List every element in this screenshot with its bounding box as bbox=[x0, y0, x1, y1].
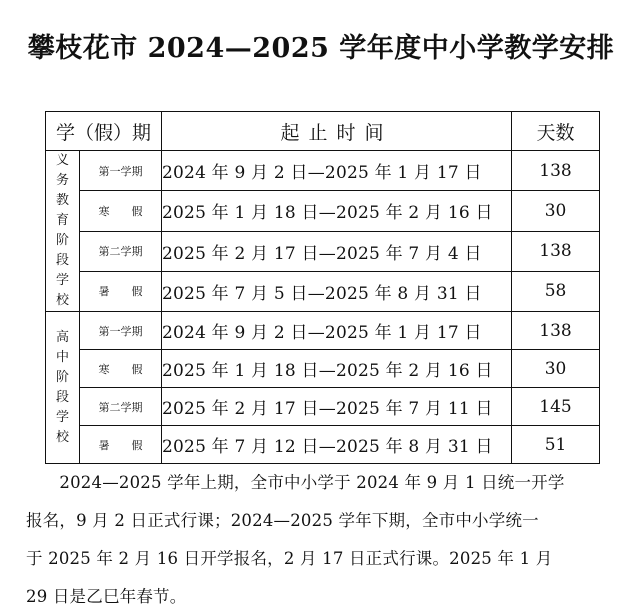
schedule-table bbox=[45, 111, 600, 464]
table-row bbox=[46, 271, 600, 311]
days-cell: 58 bbox=[512, 271, 600, 311]
paragraph-line: 报名，9 月 2 日正式行课；2024—2025 学年下期，全市中小学统一 bbox=[26, 511, 539, 530]
table-row bbox=[46, 151, 600, 191]
stage-high-school bbox=[46, 312, 80, 464]
paragraph-line: 于 2025 年 2 月 16 日开学报名，2 月 17 日正式行课。2025 年 1 月 bbox=[26, 549, 553, 568]
table-header-row bbox=[46, 112, 600, 151]
term-cell: 暑 假 bbox=[80, 271, 162, 311]
range-cell: 2025 年 2 月 17 日—2025 年 7 月 11 日 bbox=[162, 388, 512, 426]
table-row bbox=[46, 231, 600, 271]
header-range: 起止时间 bbox=[162, 112, 512, 151]
stage-label: 高中阶段学校 bbox=[55, 329, 69, 445]
range-cell: 2025 年 7 月 12 日—2025 年 8 月 31 日 bbox=[162, 426, 512, 464]
header-term: 学（假）期 bbox=[46, 112, 162, 151]
header-days: 天数 bbox=[512, 112, 600, 151]
table-row bbox=[46, 191, 600, 231]
range-cell: 2024 年 9 月 2 日—2025 年 1 月 17 日 bbox=[162, 312, 512, 350]
paragraph-line: 2024—2025 学年上期，全市中小学于 2024 年 9 月 1 日统一开学 bbox=[26, 473, 565, 492]
term-cell: 寒 假 bbox=[80, 350, 162, 388]
page-title: 攀枝花市 2024—2025 学年度中小学教学安排 bbox=[27, 33, 615, 64]
term-cell: 第二学期 bbox=[80, 388, 162, 426]
range-cell: 2025 年 1 月 18 日—2025 年 2 月 16 日 bbox=[162, 191, 512, 231]
days-cell: 138 bbox=[512, 231, 600, 271]
days-cell: 145 bbox=[512, 388, 600, 426]
term-cell: 寒 假 bbox=[80, 191, 162, 231]
range-cell: 2025 年 2 月 17 日—2025 年 7 月 4 日 bbox=[162, 231, 512, 271]
paragraph-line: 29 日是乙巳年春节。 bbox=[26, 587, 187, 606]
days-cell: 51 bbox=[512, 426, 600, 464]
table-row bbox=[46, 388, 600, 426]
table-row bbox=[46, 350, 600, 388]
term-cell: 暑 假 bbox=[80, 426, 162, 464]
table-row bbox=[46, 426, 600, 464]
table-row bbox=[46, 312, 600, 350]
range-cell: 2025 年 7 月 5 日—2025 年 8 月 31 日 bbox=[162, 271, 512, 311]
range-cell: 2024 年 9 月 2 日—2025 年 1 月 17 日 bbox=[162, 151, 512, 191]
term-cell: 第二学期 bbox=[80, 231, 162, 271]
term-cell: 第一学期 bbox=[80, 312, 162, 350]
stage-label: 义务教育阶段学校 bbox=[55, 153, 69, 308]
days-cell: 138 bbox=[512, 151, 600, 191]
range-cell: 2025 年 1 月 18 日—2025 年 2 月 16 日 bbox=[162, 350, 512, 388]
stage-compulsory bbox=[46, 151, 80, 312]
days-cell: 30 bbox=[512, 191, 600, 231]
days-cell: 138 bbox=[512, 312, 600, 350]
days-cell: 30 bbox=[512, 350, 600, 388]
term-cell: 第一学期 bbox=[80, 151, 162, 191]
